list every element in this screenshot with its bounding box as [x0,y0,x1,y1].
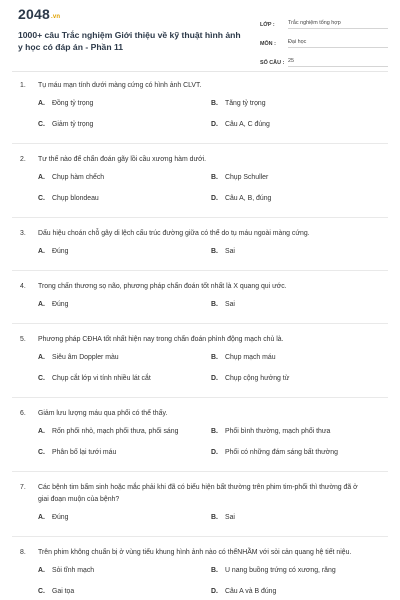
option-letter: C. [38,375,45,382]
option-letter: D. [211,195,218,202]
answer-option[interactable] [211,447,384,459]
option-row [38,352,388,364]
question-item [12,154,388,218]
option-letter: D. [211,449,218,456]
answer-option[interactable] [38,98,211,110]
answer-option[interactable] [38,172,211,184]
question-divider [12,270,388,271]
question-divider [12,471,388,472]
meta-key: LỚP : [260,22,275,28]
answer-option[interactable] [38,246,211,258]
option-letter: D. [211,121,218,128]
answer-options [12,426,388,459]
meta-key: SỐ CÂU : [260,60,285,66]
logo-main: 2048 [18,6,50,22]
option-text: Chụp cộng hưởng từ [225,375,290,382]
answer-options [12,98,388,131]
option-row [38,586,388,598]
option-letter: B. [211,174,218,181]
meta-value: Trắc nghiệm tổng hợp [288,20,388,29]
answer-option[interactable] [211,565,384,577]
question-text-row [12,547,388,559]
option-text: Đúng [52,514,69,521]
answer-option[interactable] [38,565,211,577]
answer-option[interactable] [38,373,211,385]
option-text: Sai [225,301,235,308]
option-text: Câu A và B đúng [225,588,277,595]
question-number: 2. [20,156,26,163]
question-text-row [12,482,388,506]
option-letter: B. [211,248,218,255]
question-text: Giảm lưu lượng máu qua phổi có thể thấy. [38,410,168,417]
question-text-row [12,228,388,240]
answer-option[interactable] [38,352,211,364]
option-text: Câu A, B, đúng [225,195,272,202]
option-text: Sỏi tĩnh mạch [52,567,95,574]
answer-option[interactable] [211,246,384,258]
question-item [12,228,388,271]
question-item [12,281,388,324]
option-letter: B. [211,301,218,308]
option-text: Chụp blondeau [52,195,99,202]
option-letter: B. [211,100,218,107]
question-number: 1. [20,82,26,89]
answer-options [12,246,388,258]
option-letter: A. [38,301,45,308]
question-text: Dấu hiệu choán chỗ gây di lệch cấu trúc đường giữa có thể do tụ máu ngoài màng cứng. [38,230,310,237]
option-text: U nang buồng trứng có xương, răng [225,567,336,574]
option-text: Chụp Schuller [225,174,269,181]
meta-subject [260,33,388,48]
answer-option[interactable] [211,119,384,131]
question-item [12,80,388,144]
option-row [38,426,388,438]
option-letter: C. [38,449,45,456]
option-letter: A. [38,567,45,574]
option-letter: D. [211,588,218,595]
option-letter: A. [38,354,45,361]
option-row [38,98,388,110]
question-number: 7. [20,484,26,491]
option-letter: A. [38,248,45,255]
answer-option[interactable] [211,426,384,438]
option-letter: C. [38,121,45,128]
option-row [38,193,388,205]
answer-option[interactable] [38,119,211,131]
question-text: Phương pháp CĐHA tốt nhất hiện nay trong chẩn đoán phình động mạch chủ là. [38,336,284,343]
option-letter: B. [211,354,218,361]
option-text: Đúng [52,301,69,308]
answer-option[interactable] [211,193,384,205]
answer-options [12,352,388,385]
question-text: Trong chấn thương sọ não, phương pháp chẩn đoán tốt nhất là X quang qui ước. [38,283,287,290]
option-letter: C. [38,195,45,202]
option-text: Đúng [52,248,69,255]
option-letter: B. [211,514,218,521]
option-text: Chụp mạch máu [225,354,276,361]
logo-tld: .vn [50,14,61,20]
option-row [38,246,388,258]
option-letter: A. [38,174,45,181]
question-divider [12,536,388,537]
question-item [12,482,388,537]
answer-option[interactable] [211,373,384,385]
meta-value: Đại học [288,39,388,48]
question-divider [12,143,388,144]
option-text: Chụp cắt lớp vi tính nhiều lát cắt [52,375,151,382]
answer-option[interactable] [38,299,211,311]
page-title: 1000+ câu Trắc nghiệm Giới thiệu về kỹ thuật hình ảnh y học có đáp án - Phần 11 [18,30,241,52]
answer-option[interactable] [38,193,211,205]
question-number: 4. [20,283,26,290]
option-text: Siêu âm Doppler màu [52,354,119,361]
question-list [12,72,388,600]
option-text: Gai tọa [52,588,75,595]
option-row [38,565,388,577]
option-text: Phổi có những đám sáng bất thường [225,449,338,456]
question-divider [12,397,388,398]
option-text: Phân bố lại tưới máu [52,449,117,456]
question-number: 3. [20,230,26,237]
question-number: 5. [20,336,26,343]
option-text: Sai [225,514,235,521]
answer-options [12,512,388,524]
option-row [38,447,388,459]
meta-class [260,14,388,29]
question-divider [12,323,388,324]
option-text: Phổi bình thường, mạch phổi thưa [225,428,331,435]
meta-value: 25 [288,58,388,67]
question-item [12,334,388,398]
option-text: Chụp hàm chếch [52,174,105,181]
option-text: Sai [225,248,235,255]
option-text: Rốn phổi nhỏ, mạch phổi thưa, phổi sáng [52,428,179,435]
answer-option[interactable] [211,512,384,524]
question-text-row [12,334,388,346]
question-item [12,408,388,472]
option-text: Câu A, C đúng [225,121,270,128]
meta-count [260,52,388,67]
question-text-row [12,281,388,293]
meta-key: MÔN : [260,41,276,47]
answer-option[interactable] [38,512,211,524]
option-text: Tăng tỷ trọng [225,100,266,107]
option-letter: B. [211,567,218,574]
option-letter: A. [38,514,45,521]
option-letter: C. [38,588,45,595]
answer-options [12,299,388,311]
option-letter: A. [38,100,45,107]
question-text: Các bệnh tim bẩm sinh hoặc mắc phải khi đã có biểu hiện bất thường trên phim tim-phổi thì thường đã ở giai đoạn muộn của bệnh? [38,484,358,503]
question-text-row [12,408,388,420]
option-text: Giảm tỷ trọng [52,121,94,128]
answer-option[interactable] [211,98,384,110]
option-letter: B. [211,428,218,435]
option-letter: A. [38,428,45,435]
option-letter: D. [211,375,218,382]
question-text: Tụ máu mạn tính dưới màng cứng có hình ảnh CLVT. [38,82,202,89]
answer-option[interactable] [38,447,211,459]
quiz-meta [244,0,388,71]
option-row [38,512,388,524]
question-number: 6. [20,410,26,417]
option-text: Đồng tỷ trọng [52,100,94,107]
question-text-row [12,154,388,166]
option-row [38,373,388,385]
question-item [12,547,388,600]
answer-option[interactable] [211,586,384,598]
page-header [12,0,388,72]
question-number: 8. [20,549,26,556]
site-logo[interactable] [18,6,244,22]
option-row [38,172,388,184]
answer-options [12,565,388,598]
answer-option[interactable] [38,586,211,598]
question-divider [12,217,388,218]
question-text-row [12,80,388,92]
option-row [38,119,388,131]
header-left [12,0,244,71]
option-row [38,299,388,311]
question-text: Tư thế nào để chẩn đoán gãy lồi cầu xương hàm dưới. [38,156,207,163]
answer-option[interactable] [211,299,384,311]
question-text: Trên phim không chuẩn bị ở vùng tiểu khung hình ảnh nào có thểNHẦM với sỏi cản quang hệ tiết niệu. [38,549,352,556]
answer-option[interactable] [38,426,211,438]
answer-option[interactable] [211,352,384,364]
answer-option[interactable] [211,172,384,184]
answer-options [12,172,388,205]
